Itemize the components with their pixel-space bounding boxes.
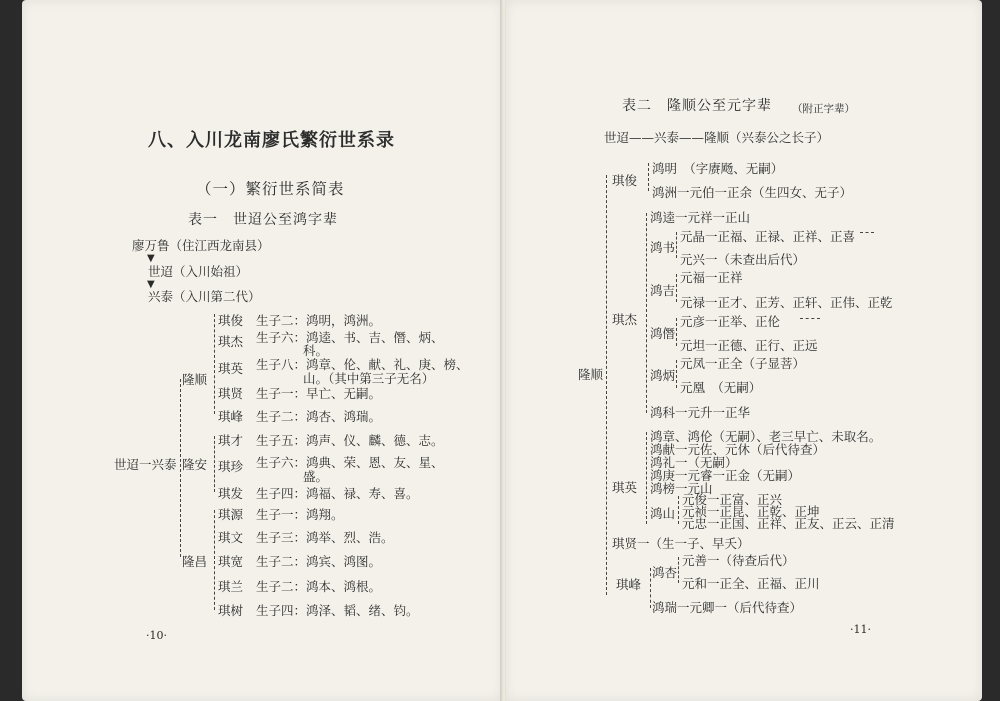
member-name: 琪才	[218, 433, 244, 448]
hongjian-name: 鸿僭	[650, 326, 676, 341]
hongshan-name: 鸿山	[650, 506, 676, 521]
hongshu-line: 元兴一（未查出后代）	[680, 252, 806, 267]
qijun-line: 鸿洲一元伯一正余（生四女、无子）	[652, 185, 853, 200]
table2-root: 隆顺	[578, 367, 604, 382]
member-text: 生子六：鸿逵、书、吉、僭、炳、	[256, 330, 444, 345]
member-text: 生子二：鸿本、鸿根。	[256, 579, 382, 594]
hongji-line: 元禄一正才、正芳、正轩、正伟、正乾	[680, 295, 893, 310]
bracket-end	[800, 318, 820, 319]
page-number-right: ·11·	[850, 623, 871, 636]
table1-root: 世迢一兴泰	[114, 457, 177, 472]
member-name: 琪杰	[218, 334, 244, 349]
table2-title-note: （附正字辈）	[792, 103, 855, 115]
qijie-bracket	[646, 213, 647, 413]
hongbing-line: 元凤一正全（子显菩）	[680, 356, 806, 371]
qiying-line: 鸿献一元佐、元休（后代待查）	[650, 442, 826, 457]
hongshan-line: 元忠一正国、正祥、正友、正云、正清	[682, 516, 895, 531]
hongshan-line: 元俊一正富、正兴	[682, 492, 783, 507]
hongshu-bracket	[676, 232, 677, 258]
arrow-down-icon: ▼	[147, 253, 155, 264]
hongji-bracket	[676, 274, 677, 302]
qijun-bracket	[648, 163, 649, 191]
longshun-bracket-right	[606, 175, 607, 595]
qiying-bracket	[646, 432, 647, 524]
qiying-line: 鸿榜一元山	[650, 481, 713, 496]
member-text: 生子一：鸿翔。	[256, 507, 344, 522]
member-text: 生子三：鸿举、烈、浩。	[256, 530, 394, 545]
ancestor-xingtai: 兴泰（入川第二代）	[148, 289, 261, 304]
member-name: 琪英	[218, 361, 244, 376]
ancestor-liao-wanlu: 廖万鲁（住江西龙南县）	[132, 238, 270, 253]
arrow-down-icon: ▼	[147, 279, 155, 290]
qijun-line: 鸿明 （字赓飏、无嗣）	[652, 161, 784, 176]
member-text: 生子二：鸿杏、鸿瑞。	[256, 409, 382, 424]
member-name: 琪珍	[218, 459, 244, 474]
longshun-bracket	[214, 314, 215, 414]
qiying-line: 鸿庚一元睿一正金（无嗣）	[650, 468, 801, 483]
member-name: 琪俊	[218, 313, 244, 328]
qijie-first: 鸿逵一元祥一正山	[650, 210, 751, 225]
member-text-cont: 盛。	[303, 469, 329, 484]
member-text: 生子一：早亡、无嗣。	[256, 386, 382, 401]
branch-longshun: 隆顺	[182, 372, 208, 387]
member-text-cont: 科。	[303, 343, 329, 358]
hongji-name: 鸿吉	[650, 283, 676, 298]
table2-lineage: 世迢——兴泰——隆顺（兴泰公之长子）	[604, 130, 830, 145]
hongxing-line: 元善一（待查后代）	[682, 553, 795, 568]
chapter-heading: 八、入川龙南廖氏繁衍世系录	[148, 130, 395, 151]
hongjian-line: 元坦一正德、正行、正远	[680, 338, 818, 353]
member-name: 琪发	[218, 486, 244, 501]
left-page	[22, 0, 502, 701]
qixian-line: 琪贤一（生一子、早夭）	[612, 536, 750, 551]
member-text-cont: 山。（其中第三子无名）	[303, 371, 435, 386]
bracket-end	[860, 232, 874, 233]
member-name: 琪宽	[218, 554, 244, 569]
qiying-line: 鸿礼一（无嗣）	[650, 455, 738, 470]
longchang-bracket	[214, 510, 215, 610]
member-text: 生子八：鸿章、伦、献、礼、庚、榜、	[256, 357, 469, 372]
ancestor-shitiao: 世迢（入川始祖）	[148, 264, 249, 279]
hongji-line: 元福一正祥	[680, 270, 743, 285]
member-name: 琪文	[218, 530, 244, 545]
branch-longchang: 隆昌	[182, 554, 208, 569]
hongbing-name: 鸿炳	[650, 368, 676, 383]
member-text: 生子五：鸿声、仪、麟、德、志。	[256, 433, 444, 448]
hongbing-bracket	[676, 360, 677, 388]
hongjian-line: 元彦一正举、正伦	[680, 314, 781, 329]
page-number-left: ·10·	[146, 629, 167, 642]
member-text: 生子六：鸿典、荣、恩、友、星、	[256, 455, 444, 470]
member-text: 生子二：鸿明，鸿洲。	[256, 313, 382, 328]
member-text: 生子四：鸿泽、韬、绪、钧。	[256, 603, 419, 618]
qiying-name: 琪英	[612, 480, 638, 495]
member-name: 琪源	[218, 507, 244, 522]
hongshu-name: 鸿书	[650, 240, 676, 255]
hongjian-bracket	[676, 318, 677, 346]
table2-title: 表二 隆顺公至元字辈	[622, 98, 772, 114]
branch-longan: 隆安	[182, 457, 208, 472]
table1-title: 表一 世迢公至鸿字辈	[188, 212, 338, 228]
qifeng-name: 琪峰	[616, 577, 642, 592]
root-bracket	[180, 379, 181, 557]
qijie-name: 琪杰	[612, 312, 638, 327]
member-name: 琪树	[218, 603, 244, 618]
qiying-line: 鸿章、鸿伦（无嗣）、老三早亡、未取名。	[650, 429, 882, 444]
hongrui-line: 鸿瑞一元卿一（后代待查）	[652, 600, 803, 615]
qifeng-bracket	[650, 568, 651, 608]
hongxing-name: 鸿杏	[652, 565, 678, 580]
hongxing-line: 元和一正全、正福、正川	[682, 576, 820, 591]
qijie-last: 鸿科一元升一正华	[650, 405, 751, 420]
qijun-name: 琪俊	[612, 173, 638, 188]
member-text: 生子四：鸿福、禄、寿、喜。	[256, 486, 419, 501]
hongxing-bracket	[678, 557, 679, 583]
member-name: 琪兰	[218, 579, 244, 594]
member-name: 琪峰	[218, 409, 244, 424]
hongshu-line: 元晶一正福、正禄、正祥、正喜	[680, 229, 856, 244]
longan-bracket	[214, 436, 215, 492]
member-name: 琪贤	[218, 386, 244, 401]
hongshan-bracket	[678, 496, 679, 524]
hongshan-line: 元祯一正昆、正乾、正坤	[682, 504, 820, 519]
section-heading: （一）繁衍世系简表	[196, 180, 345, 198]
hongbing-line: 元凰 （无嗣）	[680, 380, 762, 395]
member-text: 生子二：鸿宾、鸿图。	[256, 554, 382, 569]
